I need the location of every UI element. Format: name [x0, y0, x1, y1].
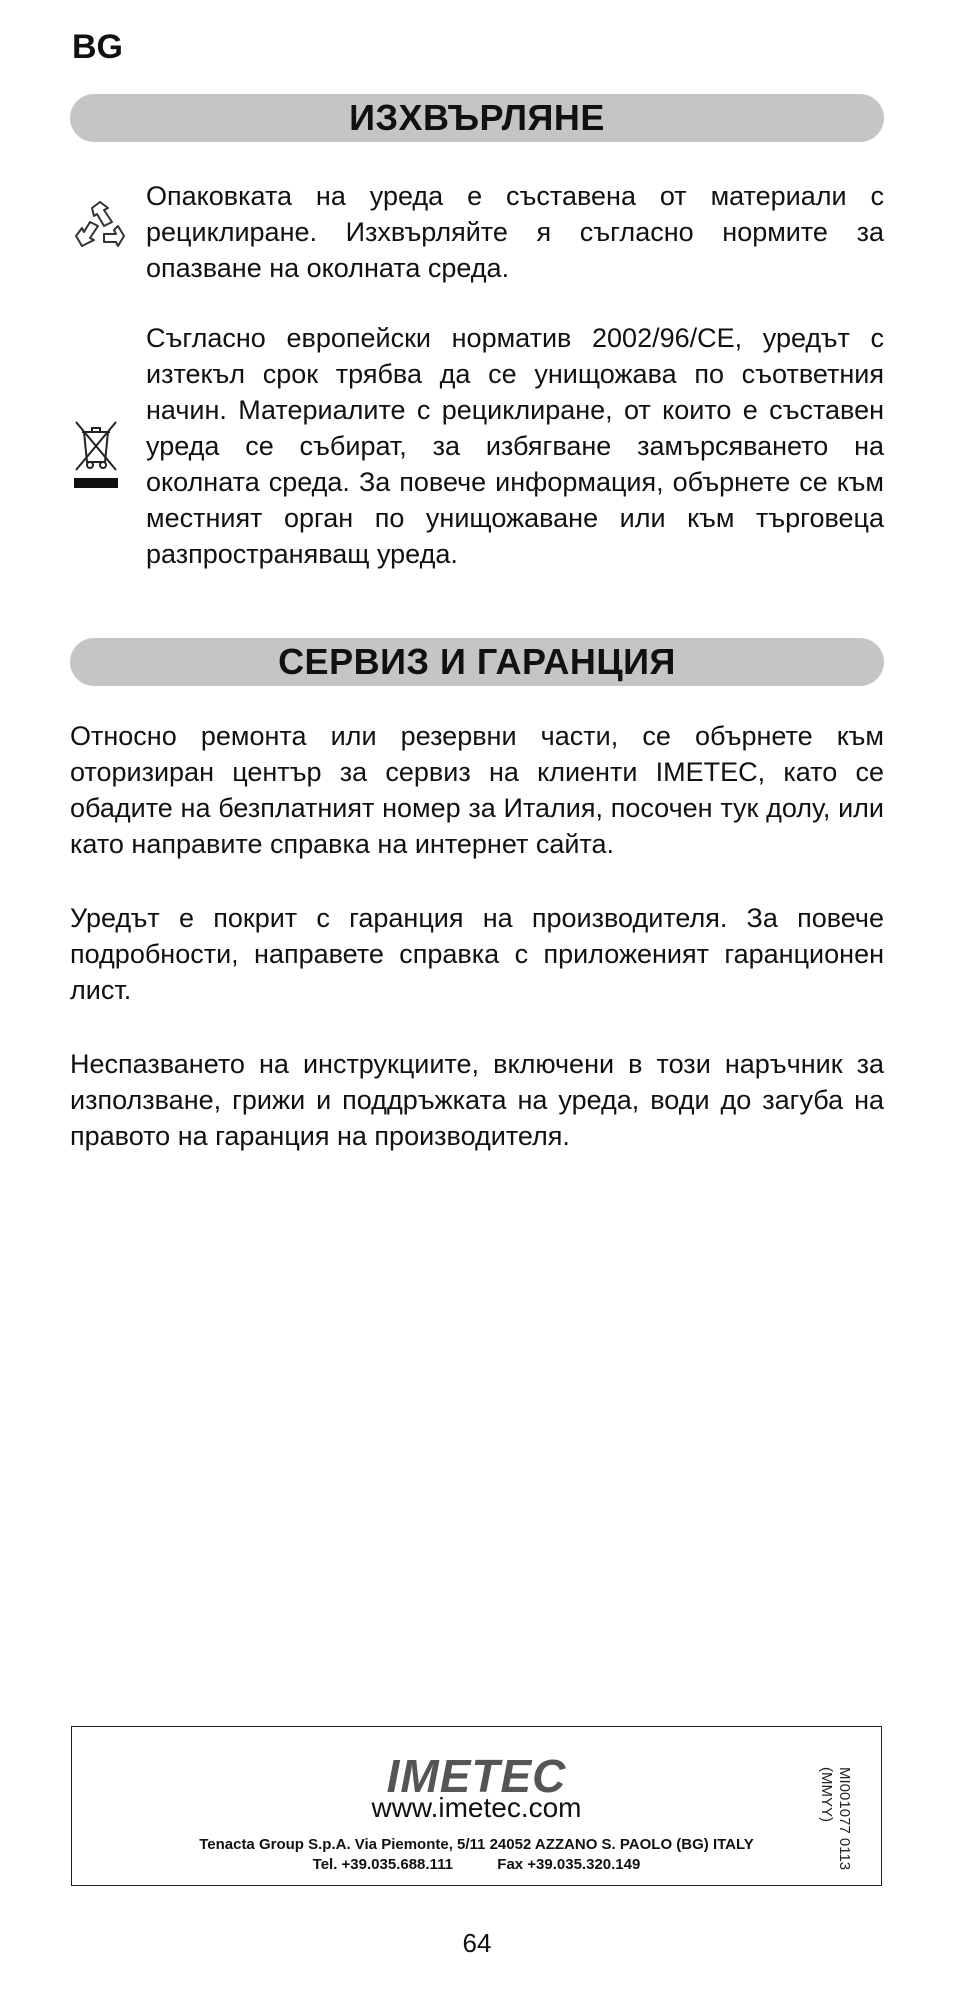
- fax-number: Fax +39.035.320.149: [497, 1856, 641, 1873]
- address-line: Tenacta Group S.p.A. Via Piemonte, 5/11 24052 AZZANO S. PAOLO (BG) ITALY: [199, 1836, 754, 1853]
- paragraph-warranty-loss: Неспазването на инструкциите, включени в този наръчник за използване, грижи и поддръжката на уреда, води до загуба на правото на гаранция на производителя.: [70, 1049, 884, 1151]
- crossed-bin-icon: [70, 418, 122, 499]
- footer-box: [71, 1726, 882, 1886]
- paragraph-warranty: Уредът е покрит с гаранция на производителя. За повече подробности, направете справка с приложеният гаранционен лист.: [70, 903, 884, 1005]
- company-address: [72, 1835, 881, 1875]
- paragraph-packaging: Опаковката на уреда е съставена от материали с рециклиране. Изхвърляйте я съгласно нормите за опазване на околната среда.: [146, 181, 884, 283]
- website-link[interactable]: www.imetec.com: [371, 1792, 582, 1823]
- phone-fax-line: [72, 1855, 881, 1875]
- section-title-disposal: ИЗХВЪРЛЯНЕ: [70, 94, 884, 142]
- paragraph-repair: Относно ремонта или резервни части, се обърнете към оторизиран център за сервиз на клиенти IMETEC, като се обадите на безплатният номер за Италия, посочен тук долу, или като направите справка на интернет сайта.: [70, 721, 884, 859]
- paragraph-weee: Съгласно европейски норматив 2002/96/CE, уредът с изтекъл срок трябва да се унищожава по съответния начин. Материалите с рециклиране, от които е съставен уреда се събират, за избягване замърсяването на околната среда. За повече информация, обърнете се към местният орган по унищожаване или към търговеца разпространяващ уреда.: [146, 323, 884, 569]
- language-code: BG: [72, 28, 123, 66]
- recycle-icon: [70, 200, 130, 263]
- section-title-service: СЕРВИЗ И ГАРАНЦИЯ: [70, 638, 884, 686]
- phone-number: Tel. +39.035.688.111: [312, 1856, 453, 1873]
- imetec-logo: IMETEC: [386, 1750, 567, 1802]
- doc-code: MI001077: [836, 1767, 853, 1834]
- page-number: 64: [462, 1928, 492, 1958]
- doc-date: 0113 (MMYY): [818, 1767, 853, 1871]
- document-code: [817, 1767, 853, 1885]
